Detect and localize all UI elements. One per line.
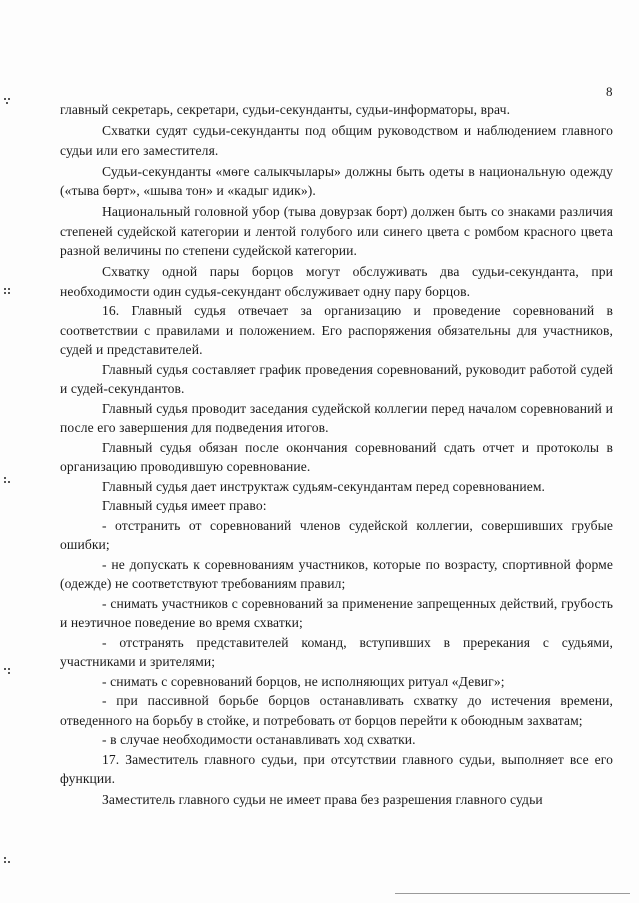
scan-mark xyxy=(3,476,13,486)
paragraph: Главный судья составляет график проведения соревнований, руководит работой судей и судей-секундантов. xyxy=(60,361,613,396)
scan-mark xyxy=(3,667,13,677)
body-text xyxy=(60,100,613,810)
paragraph: Судьи-секунданты «мөге салыкчылары» должны быть одеты в национальную одежду («тыва бөрт», «шыва тон» и «кадыг идик»). xyxy=(60,163,613,198)
paragraph: главный секретарь, секретари, судьи-секунданты, судьи-информаторы, врач. xyxy=(60,102,511,117)
list-item: - при пассивной борьбе борцов останавливать схватку до истечения времени, отведенного на борьбу в стойке, и потребовать от борцов перейти к обоюдным захватам; xyxy=(60,693,613,728)
list-item: - снимать с соревнований борцов, не исполняющих ритуал «Девиг»; xyxy=(102,673,505,689)
list-item: - отстранять представителей команд, вступивших в пререкания с судьями, участниками и зрителями; xyxy=(60,634,613,669)
list-item: - не допускать к соревнованиям участников, которые по возрасту, спортивной форме (одежде) не соответствуют требованиям правил; xyxy=(60,556,613,591)
paragraph: Главный судья обязан после окончания соревнований сдать отчет и протоколы в организацию проводившую соревнование. xyxy=(60,439,613,474)
list-item: - в случае необходимости останавливать ход схватки. xyxy=(102,732,416,747)
scan-mark xyxy=(3,97,13,107)
paragraph: 16. Главный судья отвечает за организацию и проведение соревнований в соответствии с правилами и положением. Его распоряжения обязательны для участников, судей и представителей. xyxy=(60,303,613,357)
scan-mark xyxy=(3,856,13,866)
paragraph: Главный судья дает инструктаж судьям-секундантам перед соревнованием. xyxy=(102,478,546,494)
paragraph: Схватку одной пары борцов могут обслуживать два судьи-секунданта, при необходимости один судья-секундант обслуживает одну пару борцов. xyxy=(60,264,613,299)
list-item: - снимать участников с соревнований за применение запрещенных действий, грубость и неэтичное поведение во время схватки; xyxy=(60,595,613,630)
paragraph: Главный судья проводит заседания судейской коллегии перед началом соревнований и после его завершения для подведения итогов. xyxy=(60,400,613,435)
paragraph: Заместитель главного судьи не имеет права без разрешения главного судьи xyxy=(102,792,543,807)
paragraph: Национальный головной убор (тыва довурзак борт) должен быть со знаками различия степеней судейской категории и лентой голубого или синего цвета с ромбом красного цвета разной величины по степени судейской категории. xyxy=(60,204,613,258)
page-number: 8 xyxy=(606,84,613,99)
scan-mark xyxy=(3,287,13,297)
paragraph: Схватки судят судьи-секунданты под общим руководством и наблюдением главного судьи или его заместителя. xyxy=(60,123,613,158)
paragraph: Главный судья имеет право: xyxy=(102,498,267,513)
list-item: - отстранить от соревнований членов судейской коллегии, совершивших грубые ошибки; xyxy=(60,517,613,552)
paragraph: 17. Заместитель главного судьи, при отсутствии главного судьи, выполняет все его функции. xyxy=(60,751,613,786)
footer-rule xyxy=(395,893,630,894)
